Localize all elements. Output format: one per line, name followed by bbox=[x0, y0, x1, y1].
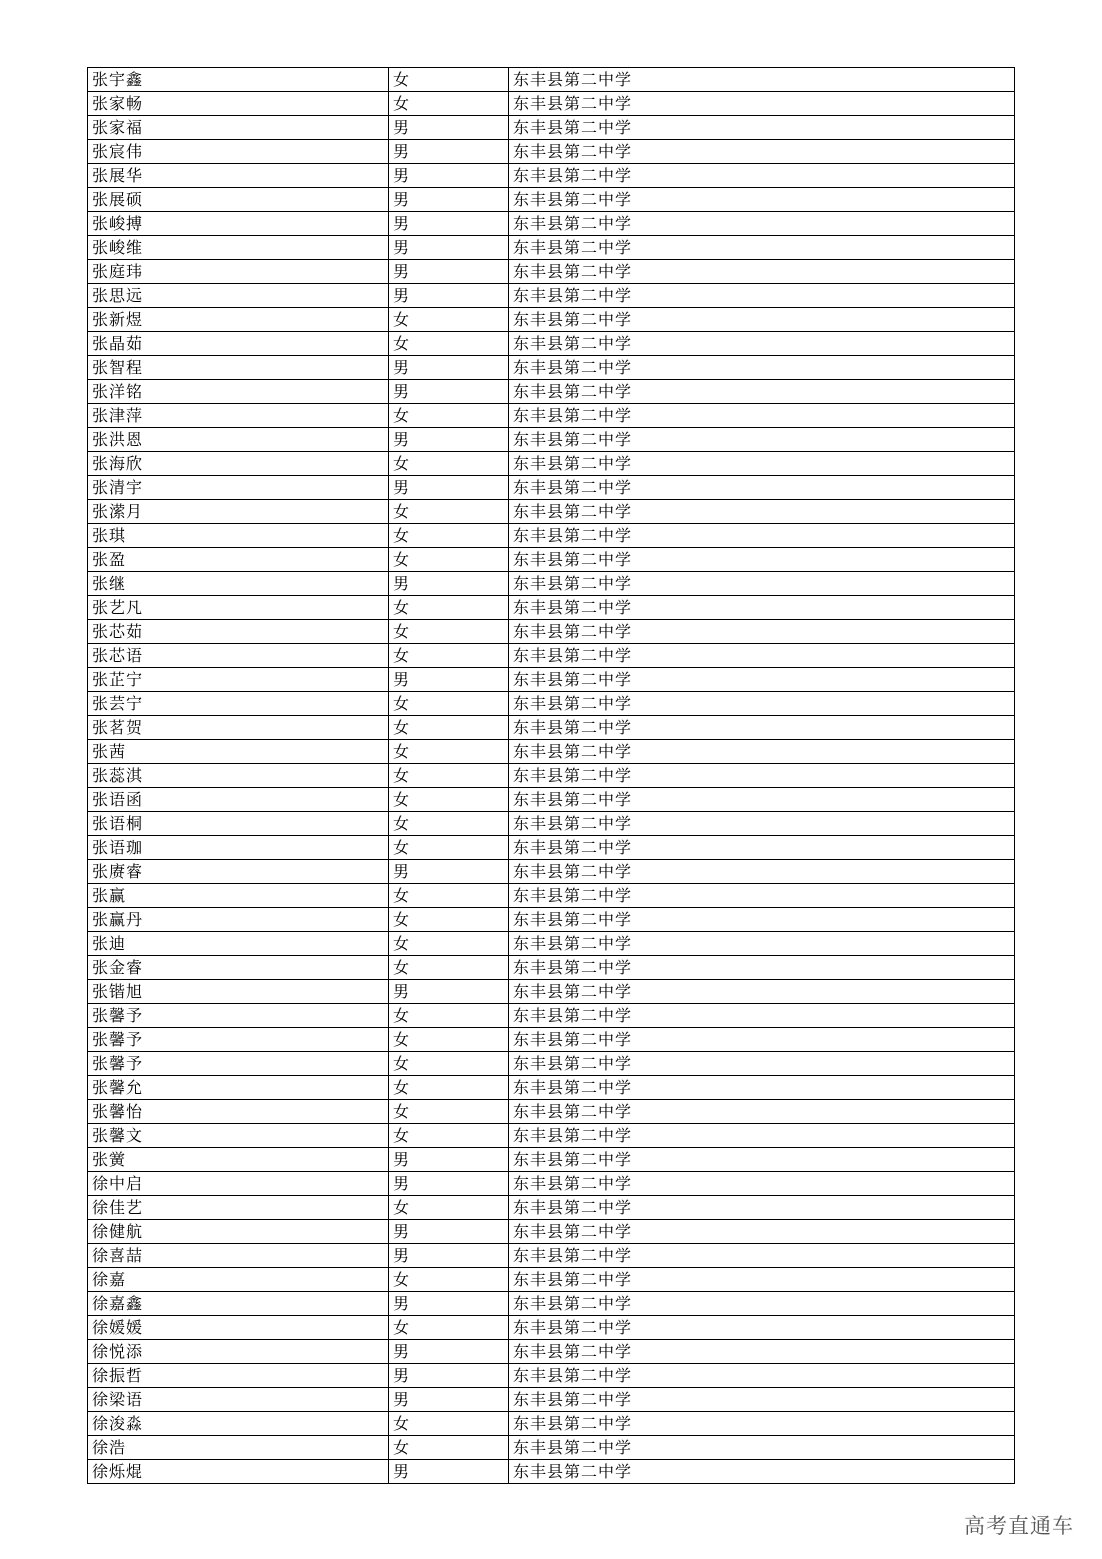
table-row bbox=[88, 380, 1015, 404]
gender-cell: 男 bbox=[389, 1460, 509, 1484]
school-cell: 东丰县第二中学 bbox=[509, 1052, 1015, 1076]
student-name-cell: 张津萍 bbox=[88, 404, 389, 428]
gender-cell: 女 bbox=[389, 332, 509, 356]
table-row bbox=[88, 956, 1015, 980]
school-cell: 东丰县第二中学 bbox=[509, 932, 1015, 956]
student-name-cell: 徐中启 bbox=[88, 1172, 389, 1196]
table-row bbox=[88, 1412, 1015, 1436]
gender-cell: 男 bbox=[389, 188, 509, 212]
gender-cell: 男 bbox=[389, 236, 509, 260]
school-cell: 东丰县第二中学 bbox=[509, 884, 1015, 908]
school-cell: 东丰县第二中学 bbox=[509, 668, 1015, 692]
student-name-cell: 张黉 bbox=[88, 1148, 389, 1172]
school-cell: 东丰县第二中学 bbox=[509, 1364, 1015, 1388]
student-name-cell: 张馨予 bbox=[88, 1028, 389, 1052]
gender-cell: 女 bbox=[389, 1100, 509, 1124]
student-name-cell: 徐健航 bbox=[88, 1220, 389, 1244]
student-name-cell: 张展华 bbox=[88, 164, 389, 188]
school-cell: 东丰县第二中学 bbox=[509, 332, 1015, 356]
table-row bbox=[88, 116, 1015, 140]
gender-cell: 女 bbox=[389, 932, 509, 956]
table-row bbox=[88, 1124, 1015, 1148]
table-row bbox=[88, 1052, 1015, 1076]
student-name-cell: 张茗贺 bbox=[88, 716, 389, 740]
student-name-cell: 徐喜喆 bbox=[88, 1244, 389, 1268]
school-cell: 东丰县第二中学 bbox=[509, 1124, 1015, 1148]
school-cell: 东丰县第二中学 bbox=[509, 1004, 1015, 1028]
student-name-cell: 张清宇 bbox=[88, 476, 389, 500]
table-row bbox=[88, 1196, 1015, 1220]
student-name-cell: 张展硕 bbox=[88, 188, 389, 212]
gender-cell: 女 bbox=[389, 1436, 509, 1460]
school-cell: 东丰县第二中学 bbox=[509, 1436, 1015, 1460]
table-row bbox=[88, 716, 1015, 740]
student-name-cell: 徐媛媛 bbox=[88, 1316, 389, 1340]
gender-cell: 男 bbox=[389, 1244, 509, 1268]
student-name-cell: 张新煜 bbox=[88, 308, 389, 332]
gender-cell: 女 bbox=[389, 812, 509, 836]
table-row bbox=[88, 404, 1015, 428]
gender-cell: 男 bbox=[389, 476, 509, 500]
table-row bbox=[88, 428, 1015, 452]
gender-cell: 男 bbox=[389, 980, 509, 1004]
school-cell: 东丰县第二中学 bbox=[509, 836, 1015, 860]
school-cell: 东丰县第二中学 bbox=[509, 1292, 1015, 1316]
gender-cell: 女 bbox=[389, 404, 509, 428]
gender-cell: 女 bbox=[389, 596, 509, 620]
table-row bbox=[88, 884, 1015, 908]
gender-cell: 女 bbox=[389, 620, 509, 644]
student-name-cell: 张海欣 bbox=[88, 452, 389, 476]
table-row bbox=[88, 644, 1015, 668]
gender-cell: 男 bbox=[389, 668, 509, 692]
school-cell: 东丰县第二中学 bbox=[509, 404, 1015, 428]
table-row bbox=[88, 572, 1015, 596]
school-cell: 东丰县第二中学 bbox=[509, 788, 1015, 812]
student-name-cell: 张馨予 bbox=[88, 1004, 389, 1028]
school-cell: 东丰县第二中学 bbox=[509, 452, 1015, 476]
gender-cell: 女 bbox=[389, 1076, 509, 1100]
table-row bbox=[88, 596, 1015, 620]
table-row bbox=[88, 812, 1015, 836]
student-name-cell: 张宸伟 bbox=[88, 140, 389, 164]
gender-cell: 男 bbox=[389, 572, 509, 596]
table-row bbox=[88, 212, 1015, 236]
school-cell: 东丰县第二中学 bbox=[509, 116, 1015, 140]
gender-cell: 女 bbox=[389, 884, 509, 908]
school-cell: 东丰县第二中学 bbox=[509, 812, 1015, 836]
table-row bbox=[88, 788, 1015, 812]
student-name-cell: 张馨允 bbox=[88, 1076, 389, 1100]
gender-cell: 男 bbox=[389, 1364, 509, 1388]
student-name-cell: 张宇鑫 bbox=[88, 68, 389, 92]
student-name-cell: 张锴旭 bbox=[88, 980, 389, 1004]
school-cell: 东丰县第二中学 bbox=[509, 692, 1015, 716]
gender-cell: 女 bbox=[389, 644, 509, 668]
school-cell: 东丰县第二中学 bbox=[509, 764, 1015, 788]
student-name-cell: 徐嘉 bbox=[88, 1268, 389, 1292]
gender-cell: 女 bbox=[389, 836, 509, 860]
table-row bbox=[88, 92, 1015, 116]
gender-cell: 男 bbox=[389, 1340, 509, 1364]
student-name-cell: 张语桐 bbox=[88, 812, 389, 836]
school-cell: 东丰县第二中学 bbox=[509, 1268, 1015, 1292]
school-cell: 东丰县第二中学 bbox=[509, 140, 1015, 164]
student-name-cell: 张语函 bbox=[88, 788, 389, 812]
gender-cell: 男 bbox=[389, 860, 509, 884]
table-row bbox=[88, 860, 1015, 884]
student-name-cell: 张馨予 bbox=[88, 1052, 389, 1076]
gender-cell: 女 bbox=[389, 1052, 509, 1076]
gender-cell: 男 bbox=[389, 260, 509, 284]
student-name-cell: 张馨文 bbox=[88, 1124, 389, 1148]
school-cell: 东丰县第二中学 bbox=[509, 1148, 1015, 1172]
gender-cell: 女 bbox=[389, 908, 509, 932]
school-cell: 东丰县第二中学 bbox=[509, 260, 1015, 284]
gender-cell: 男 bbox=[389, 1172, 509, 1196]
gender-cell: 男 bbox=[389, 1292, 509, 1316]
school-cell: 东丰县第二中学 bbox=[509, 1220, 1015, 1244]
school-cell: 东丰县第二中学 bbox=[509, 380, 1015, 404]
school-cell: 东丰县第二中学 bbox=[509, 308, 1015, 332]
table-row bbox=[88, 1220, 1015, 1244]
table-row bbox=[88, 1004, 1015, 1028]
table-row bbox=[88, 836, 1015, 860]
school-cell: 东丰县第二中学 bbox=[509, 284, 1015, 308]
school-cell: 东丰县第二中学 bbox=[509, 164, 1015, 188]
school-cell: 东丰县第二中学 bbox=[509, 956, 1015, 980]
student-name-cell: 张赓睿 bbox=[88, 860, 389, 884]
table-row bbox=[88, 980, 1015, 1004]
student-name-cell: 张庭玮 bbox=[88, 260, 389, 284]
student-name-cell: 徐嘉鑫 bbox=[88, 1292, 389, 1316]
table-row bbox=[88, 1388, 1015, 1412]
table-row bbox=[88, 140, 1015, 164]
gender-cell: 女 bbox=[389, 1268, 509, 1292]
student-name-cell: 张迪 bbox=[88, 932, 389, 956]
student-name-cell: 张赢丹 bbox=[88, 908, 389, 932]
gender-cell: 男 bbox=[389, 1148, 509, 1172]
school-cell: 东丰县第二中学 bbox=[509, 980, 1015, 1004]
table-row bbox=[88, 1028, 1015, 1052]
student-name-cell: 张赢 bbox=[88, 884, 389, 908]
school-cell: 东丰县第二中学 bbox=[509, 500, 1015, 524]
table-row bbox=[88, 548, 1015, 572]
student-name-cell: 张峻维 bbox=[88, 236, 389, 260]
school-cell: 东丰县第二中学 bbox=[509, 236, 1015, 260]
school-cell: 东丰县第二中学 bbox=[509, 1172, 1015, 1196]
table-row bbox=[88, 308, 1015, 332]
student-name-cell: 张茜 bbox=[88, 740, 389, 764]
gender-cell: 男 bbox=[389, 380, 509, 404]
student-name-cell: 张蕊淇 bbox=[88, 764, 389, 788]
table-row bbox=[88, 476, 1015, 500]
gender-cell: 男 bbox=[389, 116, 509, 140]
gender-cell: 女 bbox=[389, 1196, 509, 1220]
student-name-cell: 张洪恩 bbox=[88, 428, 389, 452]
gender-cell: 女 bbox=[389, 1028, 509, 1052]
table-row bbox=[88, 356, 1015, 380]
table-row bbox=[88, 1460, 1015, 1484]
table-row bbox=[88, 1076, 1015, 1100]
student-name-cell: 徐佳艺 bbox=[88, 1196, 389, 1220]
table-row bbox=[88, 1292, 1015, 1316]
school-cell: 东丰县第二中学 bbox=[509, 548, 1015, 572]
student-name-cell: 张芷宁 bbox=[88, 668, 389, 692]
gender-cell: 男 bbox=[389, 356, 509, 380]
gender-cell: 女 bbox=[389, 1124, 509, 1148]
school-cell: 东丰县第二中学 bbox=[509, 1412, 1015, 1436]
school-cell: 东丰县第二中学 bbox=[509, 1028, 1015, 1052]
gender-cell: 男 bbox=[389, 428, 509, 452]
school-cell: 东丰县第二中学 bbox=[509, 524, 1015, 548]
school-cell: 东丰县第二中学 bbox=[509, 68, 1015, 92]
table-row bbox=[88, 236, 1015, 260]
table-row bbox=[88, 188, 1015, 212]
gender-cell: 女 bbox=[389, 548, 509, 572]
table-row bbox=[88, 284, 1015, 308]
gender-cell: 女 bbox=[389, 68, 509, 92]
gender-cell: 女 bbox=[389, 308, 509, 332]
gender-cell: 女 bbox=[389, 764, 509, 788]
gender-cell: 男 bbox=[389, 212, 509, 236]
table-row bbox=[88, 260, 1015, 284]
school-cell: 东丰县第二中学 bbox=[509, 740, 1015, 764]
gender-cell: 男 bbox=[389, 1220, 509, 1244]
student-name-cell: 张芯语 bbox=[88, 644, 389, 668]
table-row bbox=[88, 668, 1015, 692]
table-row bbox=[88, 164, 1015, 188]
table-row bbox=[88, 932, 1015, 956]
table-row bbox=[88, 1436, 1015, 1460]
student-name-cell: 张家畅 bbox=[88, 92, 389, 116]
table-row bbox=[88, 1148, 1015, 1172]
school-cell: 东丰县第二中学 bbox=[509, 860, 1015, 884]
school-cell: 东丰县第二中学 bbox=[509, 428, 1015, 452]
student-roster-table bbox=[87, 67, 1015, 1484]
gender-cell: 女 bbox=[389, 92, 509, 116]
school-cell: 东丰县第二中学 bbox=[509, 1244, 1015, 1268]
student-name-cell: 张晶茹 bbox=[88, 332, 389, 356]
school-cell: 东丰县第二中学 bbox=[509, 1388, 1015, 1412]
gender-cell: 女 bbox=[389, 1004, 509, 1028]
student-name-cell: 张艺凡 bbox=[88, 596, 389, 620]
gender-cell: 男 bbox=[389, 284, 509, 308]
school-cell: 东丰县第二中学 bbox=[509, 356, 1015, 380]
watermark-text: 高考直通车 bbox=[964, 1514, 1074, 1538]
student-name-cell: 张洋铭 bbox=[88, 380, 389, 404]
table-row bbox=[88, 620, 1015, 644]
student-name-cell: 徐浚淼 bbox=[88, 1412, 389, 1436]
school-cell: 东丰县第二中学 bbox=[509, 1100, 1015, 1124]
school-cell: 东丰县第二中学 bbox=[509, 1340, 1015, 1364]
table-row bbox=[88, 1340, 1015, 1364]
table-row bbox=[88, 1268, 1015, 1292]
gender-cell: 女 bbox=[389, 692, 509, 716]
school-cell: 东丰县第二中学 bbox=[509, 908, 1015, 932]
roster-body bbox=[88, 68, 1015, 1484]
school-cell: 东丰县第二中学 bbox=[509, 1196, 1015, 1220]
student-name-cell: 张智程 bbox=[88, 356, 389, 380]
gender-cell: 女 bbox=[389, 956, 509, 980]
gender-cell: 男 bbox=[389, 1388, 509, 1412]
student-name-cell: 徐浩 bbox=[88, 1436, 389, 1460]
school-cell: 东丰县第二中学 bbox=[509, 92, 1015, 116]
table-row bbox=[88, 452, 1015, 476]
table-row bbox=[88, 1172, 1015, 1196]
table-row bbox=[88, 740, 1015, 764]
table-row bbox=[88, 1244, 1015, 1268]
gender-cell: 男 bbox=[389, 140, 509, 164]
table-row bbox=[88, 692, 1015, 716]
gender-cell: 男 bbox=[389, 164, 509, 188]
gender-cell: 女 bbox=[389, 716, 509, 740]
student-name-cell: 张峻搏 bbox=[88, 212, 389, 236]
student-name-cell: 张家福 bbox=[88, 116, 389, 140]
table-row bbox=[88, 500, 1015, 524]
school-cell: 东丰县第二中学 bbox=[509, 188, 1015, 212]
student-name-cell: 徐振哲 bbox=[88, 1364, 389, 1388]
student-name-cell: 张琪 bbox=[88, 524, 389, 548]
student-name-cell: 张芯茹 bbox=[88, 620, 389, 644]
student-name-cell: 徐梁语 bbox=[88, 1388, 389, 1412]
student-name-cell: 张继 bbox=[88, 572, 389, 596]
student-name-cell: 张语珈 bbox=[88, 836, 389, 860]
school-cell: 东丰县第二中学 bbox=[509, 596, 1015, 620]
gender-cell: 女 bbox=[389, 788, 509, 812]
table-row bbox=[88, 1364, 1015, 1388]
table-row bbox=[88, 332, 1015, 356]
gender-cell: 女 bbox=[389, 452, 509, 476]
school-cell: 东丰县第二中学 bbox=[509, 644, 1015, 668]
student-name-cell: 徐烁焜 bbox=[88, 1460, 389, 1484]
gender-cell: 女 bbox=[389, 1316, 509, 1340]
student-name-cell: 张盈 bbox=[88, 548, 389, 572]
school-cell: 东丰县第二中学 bbox=[509, 1460, 1015, 1484]
student-name-cell: 张思远 bbox=[88, 284, 389, 308]
table-row bbox=[88, 1100, 1015, 1124]
student-name-cell: 张潆月 bbox=[88, 500, 389, 524]
student-name-cell: 徐悦添 bbox=[88, 1340, 389, 1364]
school-cell: 东丰县第二中学 bbox=[509, 1316, 1015, 1340]
gender-cell: 女 bbox=[389, 740, 509, 764]
table-row bbox=[88, 524, 1015, 548]
table-row bbox=[88, 1316, 1015, 1340]
student-name-cell: 张芸宁 bbox=[88, 692, 389, 716]
school-cell: 东丰县第二中学 bbox=[509, 1076, 1015, 1100]
school-cell: 东丰县第二中学 bbox=[509, 620, 1015, 644]
school-cell: 东丰县第二中学 bbox=[509, 572, 1015, 596]
student-name-cell: 张金睿 bbox=[88, 956, 389, 980]
school-cell: 东丰县第二中学 bbox=[509, 476, 1015, 500]
student-name-cell: 张馨怡 bbox=[88, 1100, 389, 1124]
gender-cell: 女 bbox=[389, 1412, 509, 1436]
table-row bbox=[88, 764, 1015, 788]
school-cell: 东丰县第二中学 bbox=[509, 716, 1015, 740]
table-row bbox=[88, 68, 1015, 92]
school-cell: 东丰县第二中学 bbox=[509, 212, 1015, 236]
gender-cell: 女 bbox=[389, 524, 509, 548]
gender-cell: 女 bbox=[389, 500, 509, 524]
table-row bbox=[88, 908, 1015, 932]
